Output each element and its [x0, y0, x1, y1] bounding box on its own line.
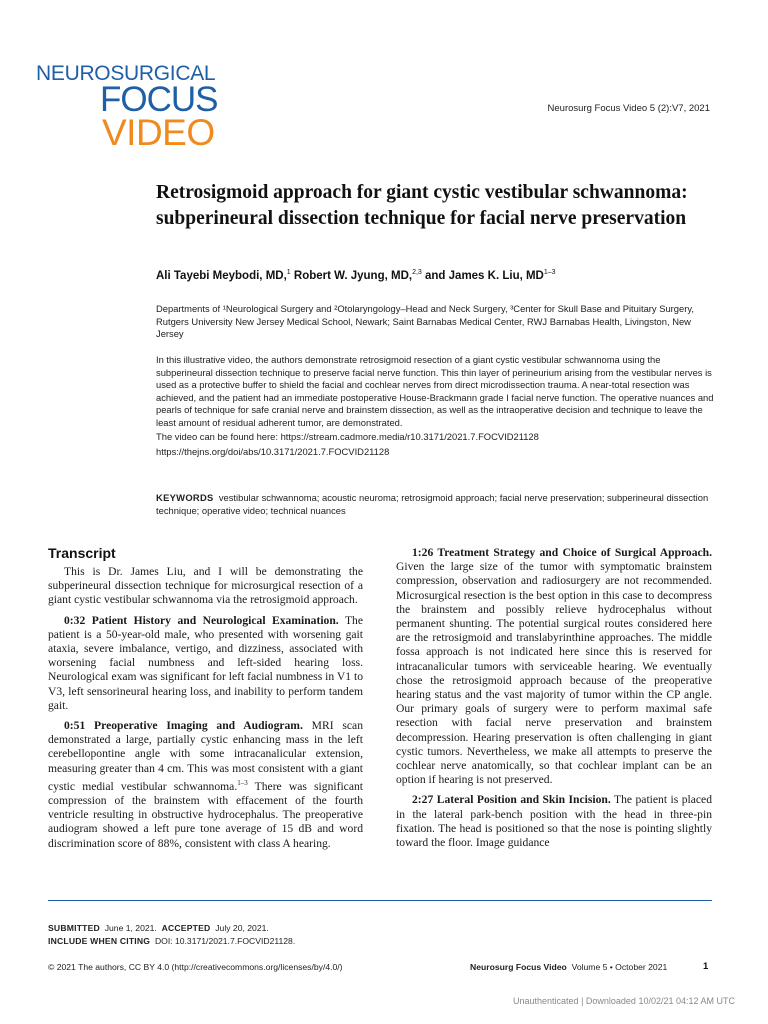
- submitted-date: June 1, 2021.: [104, 923, 157, 933]
- transcript-paragraph: [48, 565, 363, 608]
- author-name: Robert W. Jyung, MD,: [290, 269, 413, 282]
- paragraph-text: MRI scan demonstrated a large, partially cystic enhancing mass in the left cerebellopontine angle with some intracanalicular extension, measuring greater than 4 cm. This was most consistent with a giant cystic medial vestibular schwannoma.: [48, 719, 363, 793]
- submission-dates: [48, 922, 295, 935]
- affiliations: Departments of ¹Neurological Surgery and ²Otolaryngology–Head and Neck Surgery, ³Center for Skull Base and Pituitary Surgery, Rutgers University New Jersey Medical School, Newark; Saint Barnabas Medical Center, RWJ Barnabas Health, Livingston, New Jersey: [156, 303, 694, 339]
- author-affil-sup: 1–3: [543, 269, 556, 276]
- transcript-paragraph: [396, 793, 712, 850]
- author-affil-sup: 1: [286, 269, 291, 276]
- paragraph-head: 2:27 Lateral Position and Skin Incision.: [412, 793, 611, 807]
- keywords: [156, 492, 716, 517]
- doi-link[interactable]: https://thejns.org/doi/abs/10.3171/2021.7.FOCVID21128: [156, 445, 390, 457]
- video-link[interactable]: The video can be found here: https://stream.cadmore.media/r10.3171/2021.7.FOCVID21128: [156, 431, 539, 442]
- author-affil-sup: 2,3: [412, 269, 422, 276]
- page-number: 1: [703, 961, 709, 972]
- author-name: and James K. Liu, MD: [421, 269, 544, 282]
- paragraph-text: This is Dr. James Liu, and I will be demonstrating the subperineural dissection technique for microsurgical resection of a giant cystic vestibular schwannoma via the retrosigmoid approach.: [48, 565, 363, 607]
- citation-info: [48, 935, 295, 948]
- header-citation: Neurosurg Focus Video 5 (2):V7, 2021: [547, 103, 710, 114]
- author-list: [156, 269, 726, 282]
- abstract: [156, 354, 716, 458]
- submitted-label: SUBMITTED: [48, 923, 100, 933]
- logo-line-video: VIDEO: [102, 112, 215, 153]
- transcript-paragraph: [396, 546, 712, 787]
- accepted-date: July 20, 2021.: [215, 923, 269, 933]
- paragraph-head: 1:26 Treatment Strategy and Choice of Surgical Approach.: [412, 546, 712, 559]
- download-stamp: Unauthenticated | Downloaded 10/02/21 04:12 AM UTC: [513, 996, 735, 1006]
- paragraph-head: 0:32 Patient History and Neurological Examination.: [64, 613, 339, 627]
- paragraph-text: Given the large size of the tumor with symptomatic brainstem compression, observation and radiosurgery are not recommended. Microsurgical resection is the best option in this case to decompress the brainstem and possibly relieve hydrocephalus without permanent shunting. The potential surgical routes considered here are the retrosigmoid and translabyrinthine approaches. The middle fossa approach is not indicated here since this is reserved for intracanalicular tumors with serviceable hearing. We eventually chose the retrosigmoid approach because of the preoperative hearing status and the vast majority of tumor within the CP angle. Our primary goals of surgery were to perform maximal safe resection with facial nerve preservation and brainstem decompression. Hearing preservation is often challenging in giant cystic tumors. Nevertheless, we make all attempts to preserve the cochlear nerve anatomically, so that cochlear implant can be an option if hearing is not preserved.: [396, 560, 712, 787]
- author-name: Ali Tayebi Meybodi, MD,: [156, 269, 287, 282]
- logo-line-focus: FOCUS: [100, 80, 218, 119]
- footer-divider: [48, 900, 712, 901]
- journal-logo: [36, 62, 226, 158]
- transcript-column-left: [48, 565, 363, 857]
- paragraph-head: 0:51 Preoperative Imaging and Audiogram.: [64, 719, 303, 733]
- accepted-label: ACCEPTED: [161, 923, 211, 933]
- paragraph-text: There was significant compression of the brainstem with effacement of the fourth ventricle resulting in obstructive hydrocephalus. The preoperative audiogram showed a left pure tone average of 15 dB and word discrimination score of 88%, consistent with class A hearing.: [48, 779, 363, 850]
- article-title: Retrosigmoid approach for giant cystic vestibular schwannoma: subperineural dissection technique for facial nerve preservation: [156, 182, 688, 229]
- submission-info: [48, 922, 295, 948]
- footer-journal-name: Neurosurg Focus Video: [470, 962, 567, 972]
- keywords-label: KEYWORDS: [156, 492, 214, 503]
- logo-line-neurosurgical: NEUROSURGICAL: [36, 62, 216, 85]
- transcript-heading: Transcript: [48, 545, 116, 561]
- paragraph-text: The patient is placed in the lateral park-bench position with the head in three-pin fixation. The head is positioned so that the nose is pointing slightly toward the floor. Image guidance: [396, 793, 712, 850]
- license-text: © 2021 The authors, CC BY 4.0 (http://creativecommons.org/licenses/by/4.0/): [48, 962, 343, 972]
- transcript-paragraph: [48, 614, 363, 713]
- footer-journal: [470, 962, 667, 972]
- cite-doi: DOI: 10.3171/2021.7.FOCVID21128.: [154, 936, 296, 946]
- transcript-paragraph: [48, 719, 363, 851]
- paragraph-text: The patient is a 50-year-old male, who presented with worsening gait ataxia, severe imbalance, vertigo, and dizziness, associated with worsening facial numbness and left-sided hearing loss. Neurological exam was significant for left facial numbness in V1 to V3, left sensorineural hearing loss, and inability to perform tandem gait.: [48, 613, 364, 712]
- cite-label: INCLUDE WHEN CITING: [48, 936, 151, 946]
- abstract-body: In this illustrative video, the authors demonstrate retrosigmoid resection of a giant cystic vestibular schwannoma using the subperineural dissection technique to preserve facial nerve function. This thin layer of perineurium arising from the vestibular nerves is used as a protective buffer to shield the facial and cochlear nerves from direct microdissection trauma. A near-total resection was achieved, and the patient had an immediate postoperative House-Brackmann grade I facial nerve function. The operative nuances and pearls of technique for safe cranial nerve and brainstem dissection, as well as the intraoperative decision and technique to leave the least amount of residual adherent tumor, are demonstrated.: [156, 354, 714, 428]
- citation-sup[interactable]: 1–3: [237, 778, 248, 787]
- footer-volume: Volume 5 • October 2021: [571, 962, 668, 972]
- keywords-text: vestibular schwannoma; acoustic neuroma; retrosigmoid approach; facial nerve preservation; subperineural dissection technique; operative video; technical nuances: [156, 492, 709, 516]
- transcript-column-right: [396, 546, 712, 856]
